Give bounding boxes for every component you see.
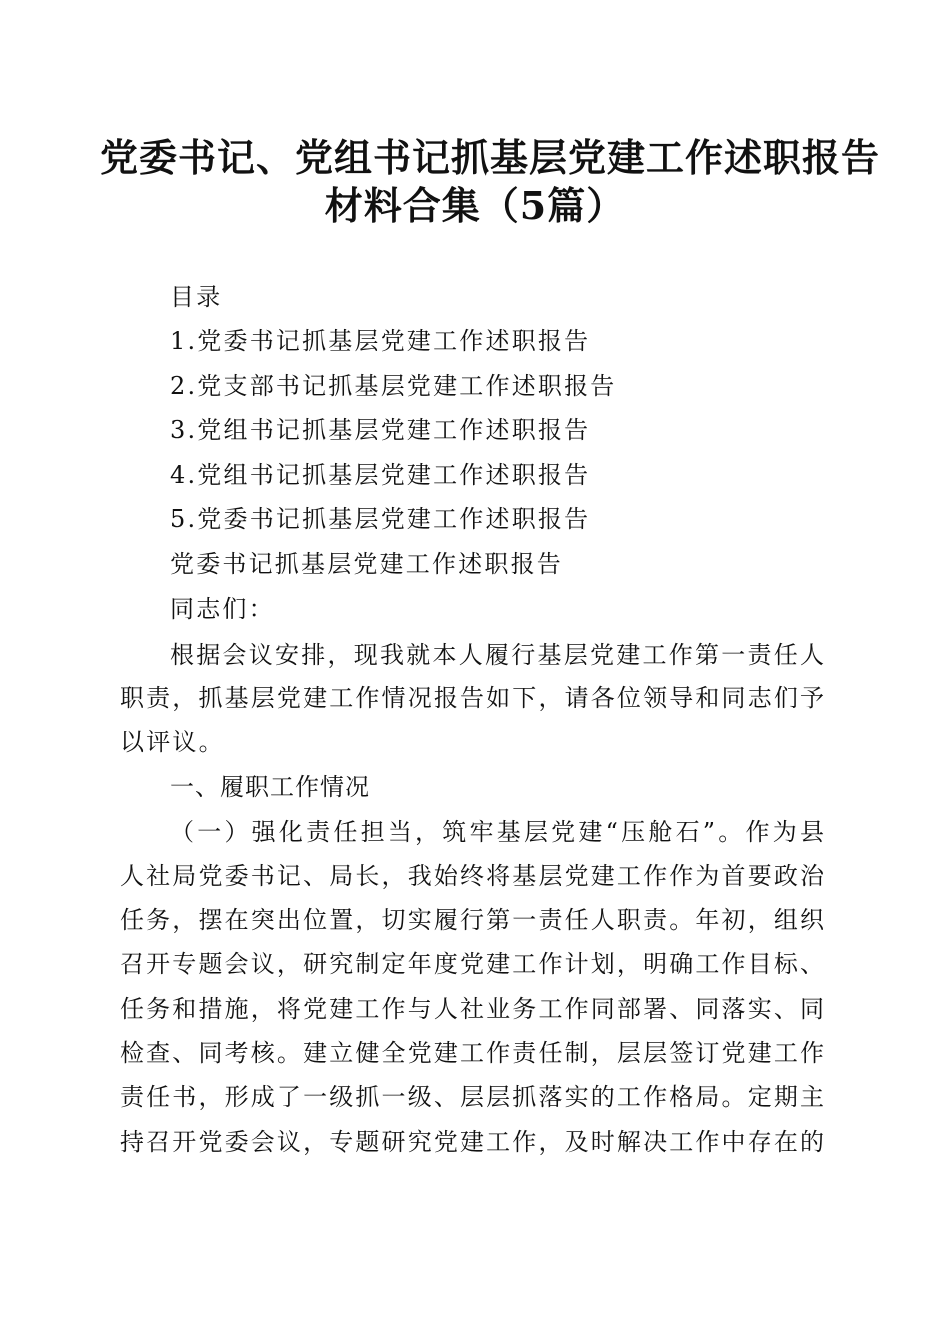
- toc-item-2: 2.党支部书记抓基层党建工作述职报告: [170, 372, 617, 400]
- para1-line-5: 任务和措施，将党建工作与人社业务工作同部署、同落实、同: [120, 995, 824, 1023]
- para1-line-8: 持召开党委会议，专题研究党建工作，及时解决工作中存在的: [120, 1128, 824, 1156]
- intro-line-2: 职责，抓基层党建工作情况报告如下，请各位领导和同志们予: [120, 684, 824, 712]
- para1-line-6: 检查、同考核。建立健全党建工作责任制，层层签订党建工作: [120, 1039, 824, 1067]
- para1-line-2: 人社局党委书记、局长，我始终将基层党建工作作为首要政治: [120, 862, 824, 890]
- section-title: 党委书记抓基层党建工作述职报告: [170, 550, 563, 578]
- intro-line-1: 根据会议安排，现我就本人履行基层党建工作第一责任人: [170, 641, 824, 669]
- para1-line-7: 责任书，形成了一级抓一级、层层抓落实的工作格局。定期主: [120, 1083, 824, 1111]
- para1-line-4: 召开专题会议，研究制定年度党建工作计划，明确工作目标、: [120, 950, 824, 978]
- document-title-line-1: 党委书记、党组书记抓基层党建工作述职报告: [100, 135, 881, 180]
- para1-line-3: 任务，摆在突出位置，切实履行第一责任人职责。年初，组织: [120, 906, 824, 934]
- para1-line-1: （一）强化责任担当，筑牢基层党建“压舱石”。作为县: [170, 818, 824, 846]
- intro-line-3: 以评议。: [120, 728, 225, 756]
- toc-item-3: 3.党组书记抓基层党建工作述职报告: [170, 416, 591, 444]
- toc-item-1: 1.党委书记抓基层党建工作述职报告: [170, 327, 591, 355]
- heading-performance: 一、履职工作情况: [170, 773, 370, 801]
- greeting: 同志们：: [170, 595, 275, 623]
- toc-label: 目录: [170, 283, 223, 311]
- document-title-line-2: 材料合集（5篇）: [324, 183, 626, 228]
- toc-item-5: 5.党委书记抓基层党建工作述职报告: [170, 505, 591, 533]
- toc-item-4: 4.党组书记抓基层党建工作述职报告: [170, 461, 591, 489]
